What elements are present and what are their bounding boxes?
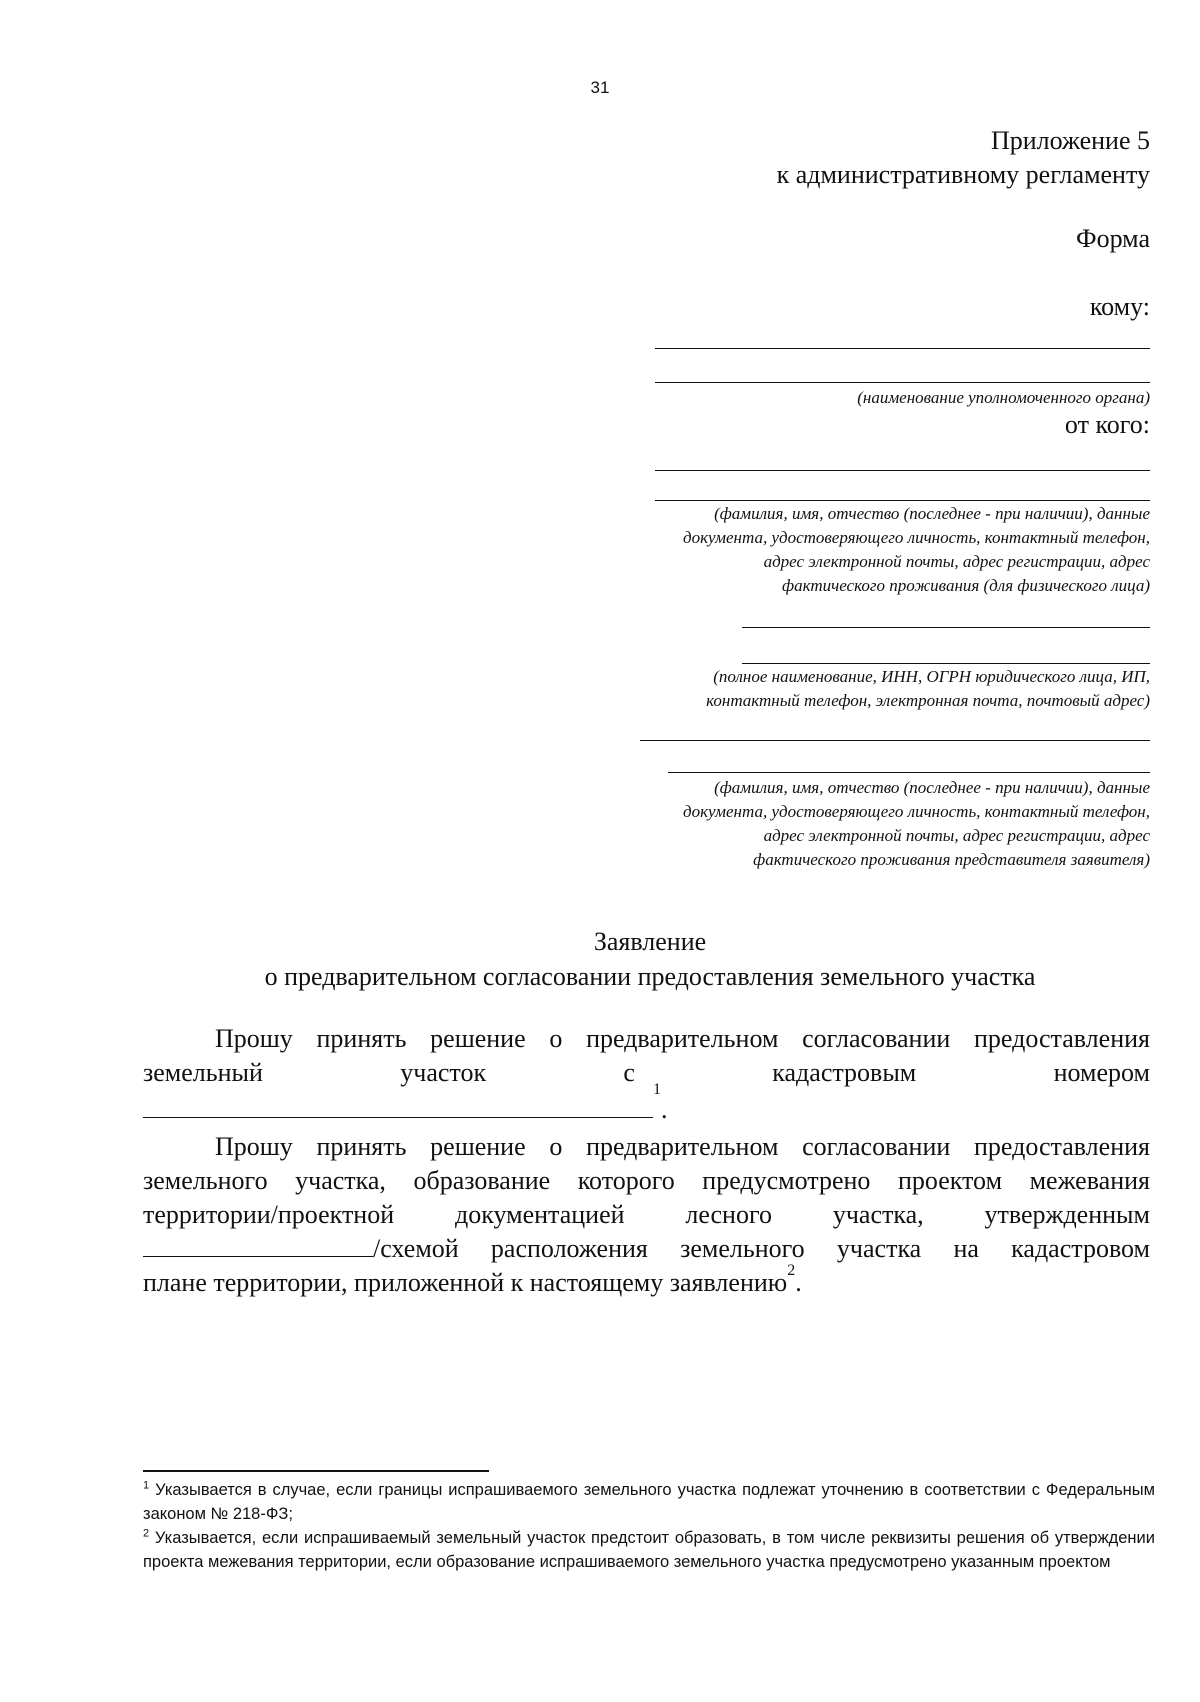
representative-caption: (фамилия, имя, отчество (последнее - при наличии), данные документа, удостоверяющего личность, контактный телефон, адрес электронной почты, адрес регистрации, адрес фактического проживания представителя заявителя) [682,778,1150,869]
cadastral-number-field: $^1$. [143,1093,668,1127]
document-title [100,924,1200,994]
approval-field [143,1232,373,1257]
appendix-header [550,124,1150,192]
page-number: 31 [590,78,610,97]
legal-line-2 [742,663,1150,664]
paragraph-2: Прошу принять решение о предварительном согласовании предоставления земельного участка, образование которого предусмотрено проектом межевания территории/проектной документацией лесного участка, утвержденным /схемой расположения земельного участка на кадастровом плане территории, приложенной к настоящему заявлению$^2$. [143,1132,1150,1297]
title-line-2: о предварительном согласовании предоставления земельного участка [264,962,1036,991]
to-line-2 [655,382,1150,383]
para1-line2: земельный участок с кадастровым номером [143,1058,1150,1087]
person-line-1 [655,470,1150,471]
to-line-1 [655,348,1150,349]
from-label: от кого: [1064,410,1150,439]
to-caption: (наименование уполномоченного органа) [857,388,1150,407]
footnote-1: $^1$ Указывается в случае, если границы испрашиваемого земельного участка подлежат уточнению в соответствии с Федеральным законом № 218-ФЗ; [143,1479,1155,1523]
rep-line-2 [668,772,1150,773]
title-line-1: Заявление [593,927,707,956]
footnote-2: $^2$ Указывается, если испрашиваемый земельный участок предстоит образовать, в том числе реквизиты решения об утверждении проекта межевания территории, если образование испрашиваемого земельного участка предусмотрено указанным проектом [143,1527,1155,1571]
person-caption: (фамилия, имя, отчество (последнее - при наличии), данные документа, удостоверяющего личность, контактный телефон, адрес электронной почты, адрес регистрации, адрес фактического проживания (для физического лица) [682,504,1150,595]
person-line-2 [655,500,1150,501]
paragraph-1: Прошу принять решение о предварительном согласовании предоставления земельный участок с кадастровым номером [143,1022,1150,1090]
footnote-separator [143,1470,489,1472]
appendix-title: Приложение 5 [990,126,1150,155]
rep-line-1 [640,740,1150,741]
appendix-subtitle: к административному регламенту [776,160,1150,189]
legal-line-1 [742,627,1150,628]
to-label: кому: [1089,292,1150,321]
form-label: Форма [1076,224,1150,253]
footnotes [143,1478,1155,1574]
legal-caption: (полное наименование, ИНН, ОГРН юридического лица, ИП, контактный телефон, электронная почта, почтовый адрес) [706,667,1150,710]
